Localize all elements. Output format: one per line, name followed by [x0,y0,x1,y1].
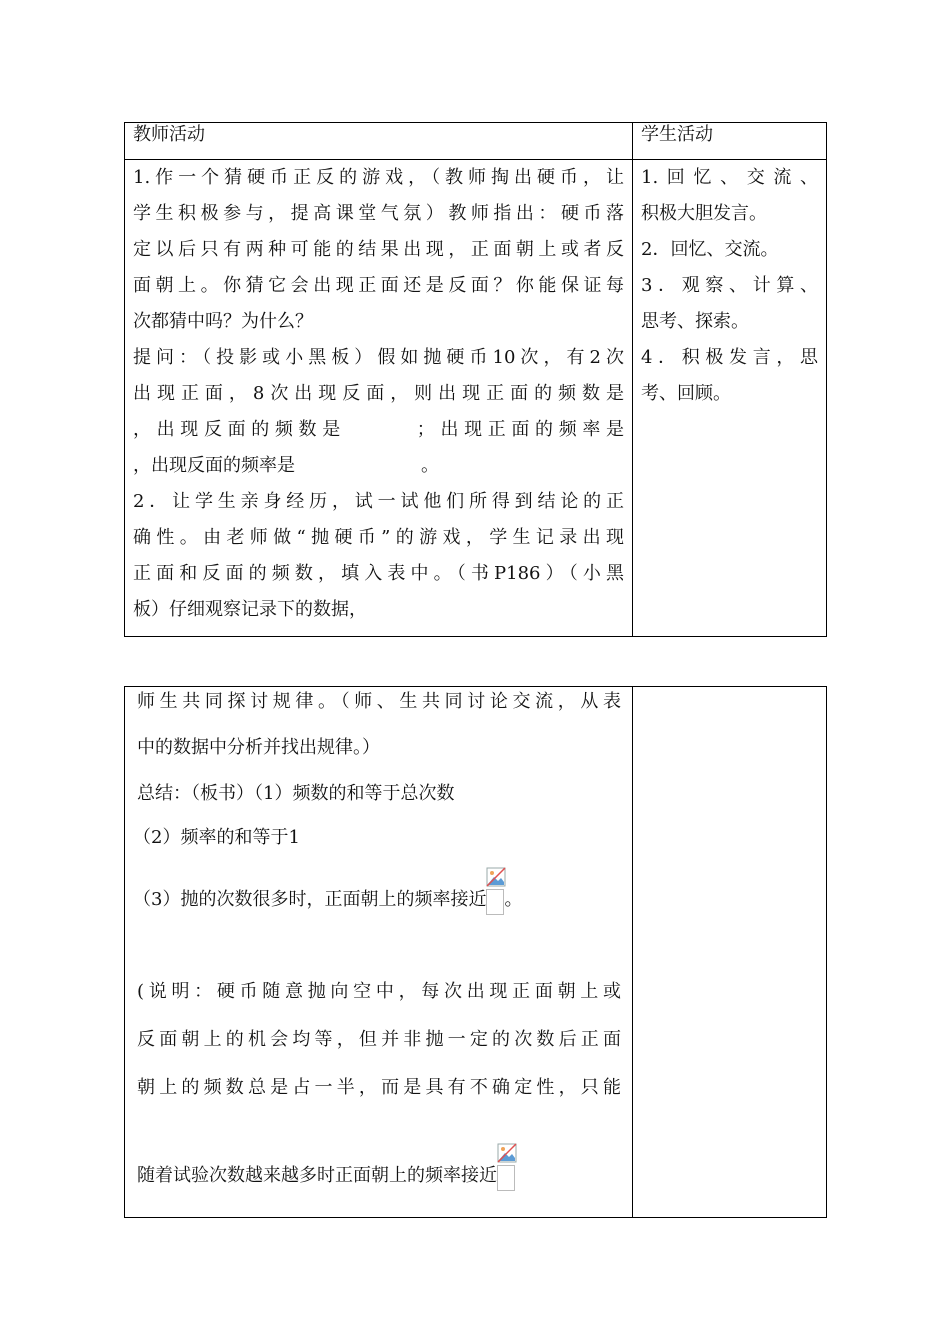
text-line: 反面朝上的机会均等，但并非抛一定的次数后正面 [137,1029,621,1050]
text-line: 2．回忆、交流。 [641,239,779,260]
text-line-with-image [137,1143,515,1191]
text-line: (说明：硬币随意抛向空中，每次出现正面朝上或 [137,981,621,1002]
text-line: 总结：（板书）（1）频数的和等于总次数 [137,783,455,804]
activity-table-1 [124,122,827,637]
teacher-activity-header: 教师活动 [133,124,205,145]
student-activity-text [633,160,826,412]
text-line: ，出现反面的频率是 。 [133,455,439,476]
text-line: 板）仔细观察记录下的数据， [133,599,367,620]
teacher-activity-cell [125,160,633,637]
student-activity-cell [633,160,827,637]
text-line: 正面和反面的频数，填入表中。（书P186）（小黑 [133,563,624,584]
table-row [125,687,827,1218]
text-line: 考、回顾。 [641,383,731,404]
teacher-activity-text [125,160,632,628]
teacher-activity-text [125,687,632,1217]
text-fragment: 。 [504,889,523,910]
text-line: 中的数据中分析并找出规律。） [137,737,380,758]
text-line: 出现正面，8次出现反面，则出现正面的频数是 [133,383,624,404]
student-activity-header-cell [633,123,827,160]
text-line: 提问：（投影或小黑板）假如抛硬币10次，有2次 [133,347,624,368]
student-activity-cell [633,687,827,1218]
broken-image-icon [497,1143,515,1191]
text-line: 学生积极参与，提高课堂气氛）教师指出：硬币落 [133,203,624,224]
text-fragment: （3）抛的次数很多时，正面朝上的频率接近 [133,889,487,910]
text-line-with-image [133,867,522,915]
teacher-activity-cell [125,687,633,1218]
text-line: ，出现反面的频数是 ；出现正面的频率是 [133,419,624,440]
table-row [125,160,827,637]
text-fragment: 随着试验次数越来越多时正面朝上的频率接近 [137,1165,497,1186]
broken-image-icon [486,867,504,915]
text-line: 次都猜中吗？为什么？ [133,311,313,332]
text-line: 4．积极发言，思 [641,347,818,368]
text-line: 师生共同探讨规律。（师、生共同讨论交流，从表 [137,691,621,712]
text-line: 思考、探索。 [641,311,749,332]
text-line: 积极大胆发言。 [641,203,767,224]
text-line: 定以后只有两种可能的结果出现，正面朝上或者反 [133,239,624,260]
activity-table-2 [124,686,827,1218]
text-line: 3．观察、计算、 [641,275,818,296]
text-line: 2．让学生亲身经历，试一试他们所得到结论的正 [133,491,624,512]
text-line: （2）频率的和等于1 [133,827,300,848]
text-line: 1.作一个猜硬币正反的游戏，（教师掏出硬币，让 [133,167,624,188]
text-line: 面朝上。你猜它会出现正面还是反面？你能保证每 [133,275,624,296]
teacher-activity-header-cell [125,123,633,160]
table-header-row [125,123,827,160]
student-activity-header: 学生活动 [641,124,713,145]
text-line: 确性。由老师做“抛硬币”的游戏，学生记录出现 [133,527,624,548]
text-line: 1.回忆、交流、 [641,167,818,188]
text-line: 朝上的频数总是占一半，而是具有不确定性，只能 [137,1077,621,1098]
